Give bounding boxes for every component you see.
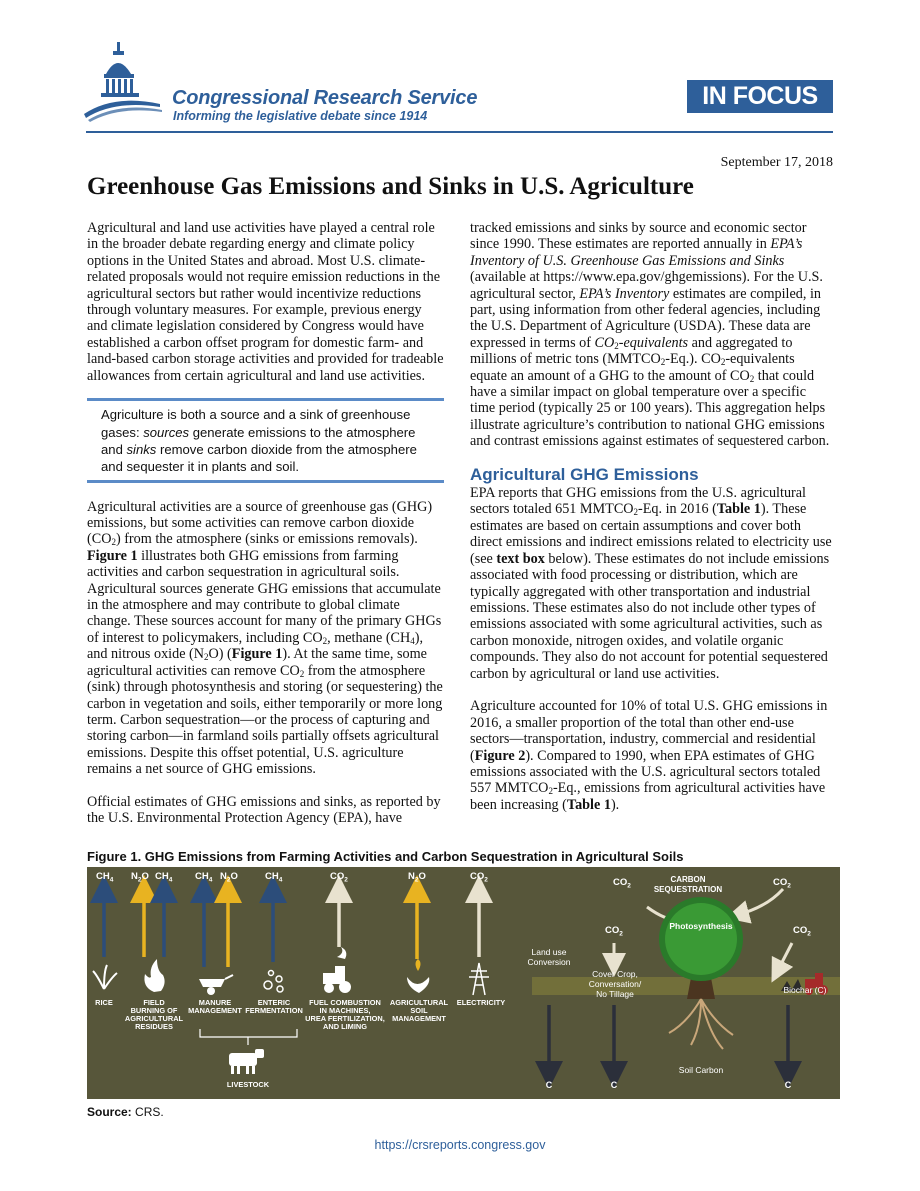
official-estimates-paragraph: Official estimates of GHG emissions and sinks, as reported by the U.S. Environmental Protection Agency (EPA), have (87, 793, 441, 827)
share-paragraph: Agriculture accounted for 10% of total U.S. GHG emissions in 2016, a smaller proportion of the total than other end-use sectors—transportation, industry, commercial and residential (Figure 2). Compared to 1990, when EPA estimates of GHG emissions associated with the U.S. agricultural sectors totaled 557 $MMTCO_2-Eq$., emissions from agricultural activities have been increasing (Table 1). (470, 698, 828, 813)
org-tagline: Informing the legislative debate since 1914 (173, 109, 428, 123)
gas-label-co2-b: $CO_2$ (470, 871, 488, 884)
footer-url[interactable]: https://crsreports.congress.gov (374, 1138, 546, 1152)
source-electricity-label: ELECTRICITY (456, 998, 506, 1007)
carbon-label-land-use: C (545, 1080, 553, 1090)
gas-label-ch4-c: $CH_4$ (195, 871, 213, 884)
gas-label-co2-mid-right: $CO_2$ (793, 925, 811, 938)
sources-sinks-paragraph: Agricultural activities are a source of greenhouse gas (GHG) emissions, but some activities can remove carbon dioxide $(CO_2)$ from the atmosphere (sinks or emissions removals). Figure 1 illustrates both GHG emissions from farming activities and carbon sequestration in agricultural soils. Agricultural sources generate GHG emissions that accumulate in the atmosphere and may contribute to global climate change. These sources account for many of the primary GHGs of interest to policymakers, including $CO_2$, methane $(CH_4)$, and nitrous oxide $(N_2O)$ (Figure 1). At the same time, some agricultural activities can remove $CO_2$ from the atmosphere (sink) through photosynthesis and storing (or sequestering) the carbon in vegetation and soils, either temporarily or more long term. Carbon sequestration—or the process of capturing and storing carbon—in farmland soils partially offsets agricultural emissions. Despite this offset potential, U.S. agriculture remains a net source of GHG emissions. (87, 498, 443, 778)
source-fuel-label-1: FUEL COMBUSTION (309, 998, 381, 1007)
gas-label-co2-top-left: $CO_2$ (613, 877, 631, 890)
right-column (470, 220, 832, 830)
land-use-label-2: Conversion (527, 957, 571, 967)
carbon-label-biochar: C (784, 1080, 792, 1090)
figure-source: Source: CRS. (87, 1105, 164, 1119)
source-burning-label-1: FIELD (143, 998, 165, 1007)
gas-label-n2o-c: $N_2O$ (408, 871, 426, 884)
ghg-emissions-figure (87, 867, 840, 1099)
header-divider (86, 131, 833, 133)
source-manure-label-2: MANAGEMENT (188, 1006, 242, 1015)
left-column (87, 220, 444, 843)
soil-carbon-label: Soil Carbon (678, 1065, 724, 1075)
gas-label-co2-mid-left: $CO_2$ (605, 925, 623, 938)
land-use-label-1: Land use (531, 947, 567, 957)
gas-label-ch4-a: $CH_4$ (96, 871, 114, 884)
source-enteric-label-1: ENTERIC (257, 998, 291, 1007)
source-enteric-label-2: FERMENTATION (245, 1006, 303, 1015)
sequestration-title-2: SEQUESTRATION (653, 885, 723, 894)
org-name: Congressional Research Service (172, 87, 478, 109)
source-burning-label-4: RESIDUES (135, 1022, 173, 1031)
source-burning-label-2: BURNING OF (130, 1006, 178, 1015)
source-burning-label-3: AGRICULTURAL (124, 1014, 184, 1023)
source-fuel-label-4: AND LIMING (323, 1022, 367, 1031)
biochar-label: Biochar (C) (783, 985, 827, 995)
in-focus-badge: IN FOCUS (687, 80, 833, 113)
figure-caption: Figure 1. GHG Emissions from Farming Activities and Carbon Sequestration in Agricultural Soils (87, 849, 684, 864)
source-manure-label-1: MANURE (198, 998, 232, 1007)
figure-1-ref: Figure 1 (87, 547, 138, 564)
cover-crop-label-2: Conversation/ (588, 979, 642, 989)
photosynthesis-label: Photosynthesis (669, 921, 733, 931)
source-soil-label-1: AGRICULTURAL (389, 998, 449, 1007)
sequestration-title-1: CARBON (670, 875, 706, 884)
gas-label-n2o-b: $N_2O$ (220, 871, 238, 884)
gas-label-co2-top-right: $CO_2$ (773, 877, 791, 890)
cover-crop-label-1: Cover Crop, (592, 969, 638, 979)
source-soil-label-3: MANAGEMENT (392, 1014, 446, 1023)
report-header (0, 0, 920, 140)
callout-box: Agriculture is both a source and a sink of greenhouse gases: sources generate emissions to the atmosphere and sinks remove carbon dioxide from the atmosphere and sequester it in plants and soil. (87, 398, 444, 482)
cover-crop-label-3: No Tillage (596, 989, 634, 999)
gas-label-ch4-d: $CH_4$ (265, 871, 283, 884)
gas-label-ch4-b: $CH_4$ (155, 871, 173, 884)
source-livestock-label: LIVESTOCK (226, 1080, 270, 1089)
source-fuel-label-2: IN MACHINES, (319, 1006, 371, 1015)
inventory-paragraph: tracked emissions and sinks by source and economic sector since 1990. These estimates are reported annually in EPA’s Inventory of U.S. Greenhouse Gas Emissions and Sinks (available at https://www.epa.gov/ghgemissions). For the U.S. agricultural sector, EPA’s Inventory estimates are compiled, in part, using information from other federal agencies, including the U.S. Department of Agriculture (USDA). These data are expressed in terms of $CO_2$-equivalents and aggregated to millions of metric tons $(MMTCO_2-Eq.)$. $CO_2$-equivalents equate an amount of a GHG to the amount of $CO_2$ that could have a similar impact on global temperature over a specific time period (typically 25 or 100 years). This aggregation helps illustrate agriculture’s contribution to national GHG emissions and contrast emissions against estimates of sequestered carbon. (470, 220, 830, 450)
source-rice-label: RICE (95, 998, 113, 1007)
intro-paragraph: Agricultural and land use activities have played a central role in the broader debate regarding energy and climate policy options in the United States and abroad. Most U.S. climate-related proposals would not require emission reductions in the agricultural sectors but rather would incentivize reductions through voluntary measures. For example, previous energy and climate legislation considered by Congress would have established a carbon offset program for domestic farm- and land-based carbon storage activities and provided for tradeable allowances from certain agricultural and land use activities. (87, 220, 444, 384)
gas-label-n2o-a: $N_2O$ (131, 871, 149, 884)
carbon-label-cover-crop: C (610, 1080, 618, 1090)
capitol-dome-logo-icon (84, 40, 166, 122)
section-heading: Agricultural GHG Emissions (470, 465, 699, 485)
page-title: Greenhouse Gas Emissions and Sinks in U.S. Agriculture (87, 173, 694, 200)
report-date: September 17, 2018 (720, 155, 833, 170)
gas-label-co2-a: $CO_2$ (330, 871, 348, 884)
source-soil-label-2: SOIL (410, 1006, 428, 1015)
emissions-total-paragraph: EPA reports that GHG emissions from the U.S. agricultural sectors totaled 651 $MMTCO_2-Eq$. in 2016 (Table 1). These estimates are based on certain assumptions and cover both direct emissions and indirect emissions related to electricity use (see text box below). These estimates do not include emissions associated with food processing or distribution, which are typically aggregated with other transportation and industrial emissions. These estimates also do not include other types of emissions associated with some agricultural activities, such as carbon monoxide, nitrogen oxides, and volatile organic compounds. They also do not account for potential sequestered carbon by agricultural or land use activities. (470, 485, 832, 682)
source-fuel-label-3: UREA FERTILIZATION, (305, 1014, 385, 1023)
